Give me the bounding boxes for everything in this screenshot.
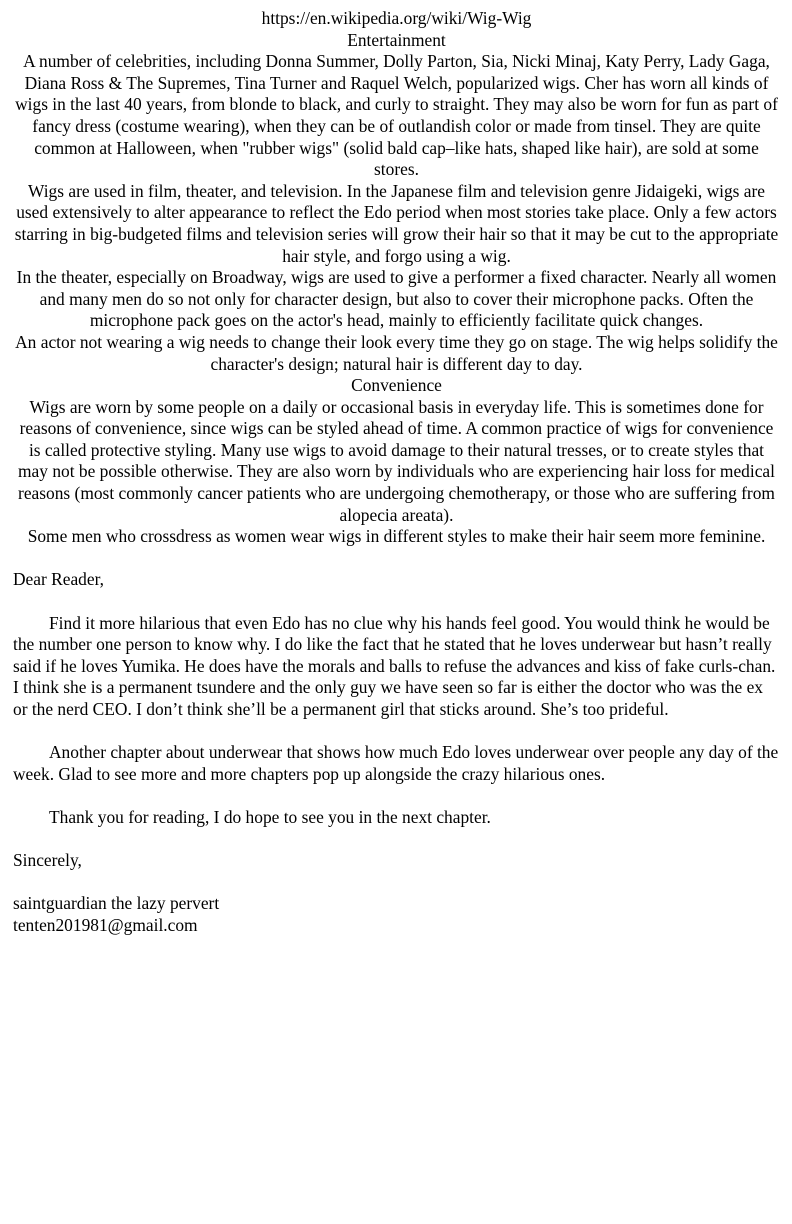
entertainment-paragraph: A number of celebrities, including Donna Summer, Dolly Parton, Sia, Nicki Minaj, Katy Perry, Lady Gaga, Diana Ross & The Supremes, Tina Turner and Raquel Welch, popularized wigs. Cher has worn all kinds of wigs in the last 40 years, from blonde to black, and curly to straight. They may also be worn for fun as part of fancy dress (costume wearing), when they can be of outlandish color or made from tinsel. They are quite common at Halloween, when "rubber wigs" (solid bald cap–like hats, shaped like hair), are sold at some stores.	[15, 51, 778, 180]
letter-paragraph: Find it more hilarious that even Edo has no clue why his hands feel good. You would think he would be the number one person to know why. I do like the fact that he stated that he loves underwear but hasn’t really said if he loves Yumika. He does have the morals and balls to refuse the advances and kiss of fake curls-chan. I think she is a permanent tsundere and the only guy we have seen so far is either the doctor who was the ex or the nerd CEO. I don’t think she’ll be a permanent girl that sticks around. She’s too prideful.	[13, 612, 776, 719]
signature-email: tenten201981@gmail.com	[13, 914, 198, 935]
entertainment-paragraph: In the theater, especially on Broadway, wigs are used to give a performer a fixed character. Nearly all women and many men do so not only for character design, but also to cover their microphone packs. Often the microphone pack goes on the actor's head, mainly to efficiently facilitate quick changes.	[16, 267, 777, 331]
entertainment-paragraph: An actor not wearing a wig needs to change their look every time they go on stage. The wig helps solidify the character's design; natural hair is different day to day.	[15, 331, 778, 374]
source-url: https://en.wikipedia.org/wiki/Wig-Wig	[261, 8, 532, 28]
letter-closing: Sincerely,	[13, 850, 82, 871]
convenience-paragraph: Wigs are worn by some people on a daily or occasional basis in everyday life. This is sometimes done for reasons of convenience, since wigs can be styled ahead of time. A common practice of wigs for convenience is called protective styling. Many use wigs to avoid damage to their natural tresses, or to create styles that may not be possible otherwise. They are also worn by individuals who are experiencing hair loss for medical reasons (most commonly cancer patients who are undergoing chemotherapy, or those who are suffering from alopecia areata).	[18, 396, 775, 525]
letter-paragraph: Thank you for reading, I do hope to see you in the next chapter.	[49, 806, 491, 827]
document-page	[13, 8, 780, 937]
signature-name: saintguardian the lazy pervert	[13, 893, 220, 914]
entertainment-paragraph: Wigs are used in film, theater, and television. In the Japanese film and television genre Jidaigeki, wigs are used extensively to alter appearance to reflect the Edo period when most stories take place. Only a few actors starring in big-budgeted films and television series will grow their hair so that it may be cut to the appropriate hair style, and forgo using a wig.	[14, 180, 779, 266]
letter-salutation: Dear Reader,	[13, 569, 105, 590]
letter-paragraph: Another chapter about underwear that shows how much Edo loves underwear over people any day of the week. Glad to see more and more chapters pop up alongside the crazy hilarious ones.	[13, 742, 779, 784]
wiki-excerpt	[13, 8, 780, 548]
reader-letter	[13, 569, 780, 936]
section-heading-entertainment: Entertainment	[347, 29, 446, 50]
section-heading-convenience: Convenience	[351, 375, 442, 396]
convenience-paragraph: Some men who crossdress as women wear wigs in different styles to make their hair seem more feminine.	[27, 526, 766, 547]
